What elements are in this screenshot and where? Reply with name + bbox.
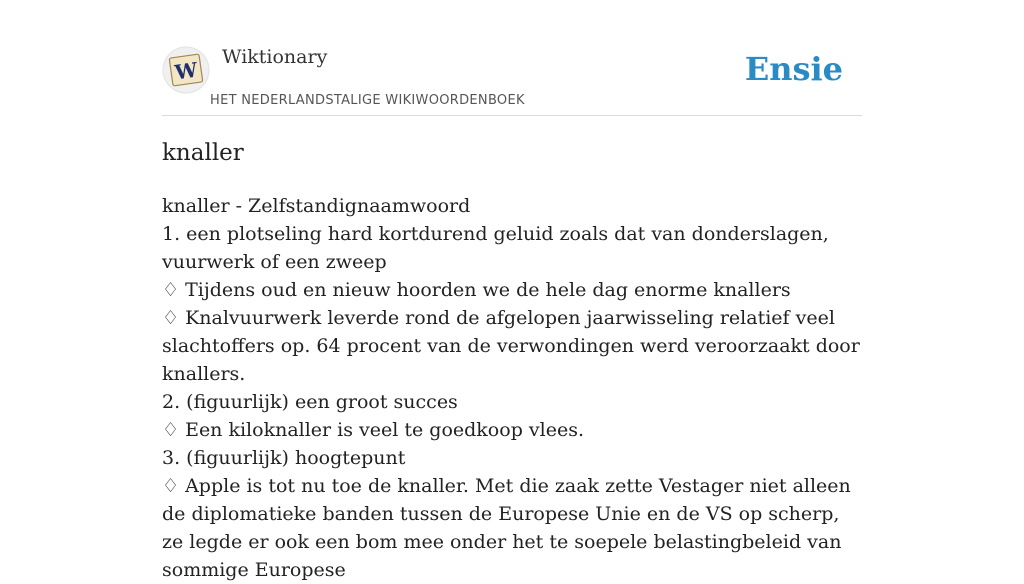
entry-content [162, 192, 862, 584]
site-name[interactable]: Wiktionary [222, 46, 328, 68]
wiktionary-logo-icon[interactable] [162, 46, 210, 94]
definition-2: 2. (figuurlijk) een groot succes [162, 391, 458, 413]
page-title: knaller [162, 140, 244, 166]
example-1b: ♢ Knalvuurwerk leverde rond de afgelopen jaarwisseling relatief veel slachtoffers op. 64 procent van de verwondingen werd veroorzaakt door knallers. [162, 307, 860, 385]
example-1a: ♢ Tijdens oud en nieuw hoorden we de hele dag enorme knallers [162, 279, 791, 301]
site-tagline: HET NEDERLANDSTALIGE WIKIWOORDENBOEK [210, 93, 525, 108]
entry-heading: knaller - Zelfstandignaamwoord [162, 195, 471, 217]
header-divider [162, 115, 862, 116]
ensie-brand-logo[interactable]: Ensie [744, 50, 843, 88]
definition-3: 3. (figuurlijk) hoogtepunt [162, 447, 406, 469]
example-3: ♢ Apple is tot nu toe de knaller. Met die zaak zette Vestager niet alleen de diplomatieke banden tussen de Europese Unie en de VS op scherp, ze legde er ook een bom mee onder het te soepele belastingbeleid van sommige Europese [162, 475, 851, 581]
definition-1: 1. een plotseling hard kortdurend geluid zoals dat van donderslagen, vuurwerk of een zweep [162, 223, 829, 273]
logo-letter: W [173, 57, 199, 85]
example-2: ♢ Een kiloknaller is veel te goedkoop vlees. [162, 419, 584, 441]
